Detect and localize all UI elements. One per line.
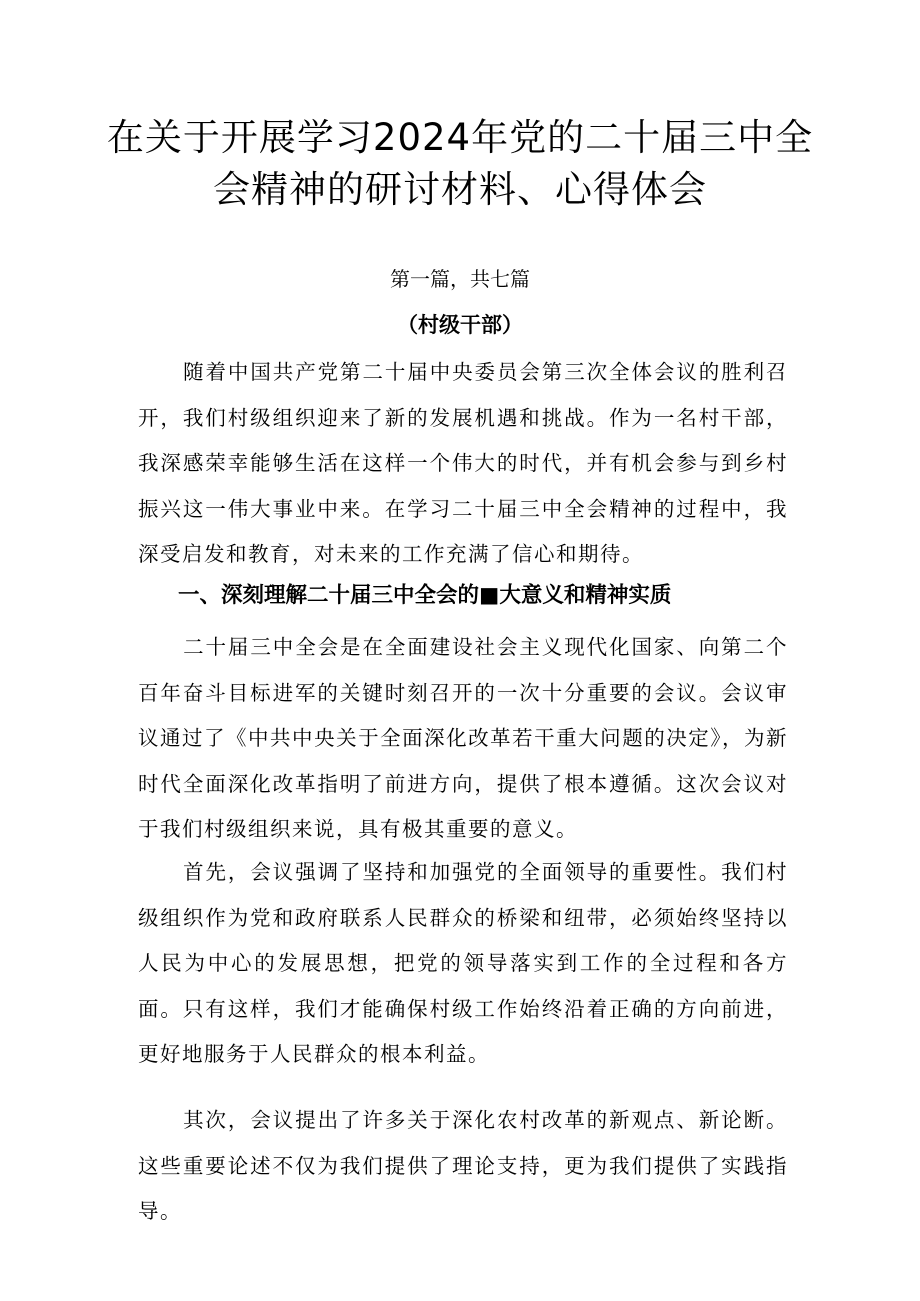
paragraph-significance: 二十届三中全会是在全面建设社会主义现代化国家、向第二个百年奋斗目标进军的关键时刻召开的一次十分重要的会议。会议审议通过了《中共中央关于全面深化改革若干重大问题的决定》，为新时代全面深化改革指明了前进方向，提供了根本遵循。这次会议对于我们村级组织来说，具有极其重要的意义。 <box>138 635 788 841</box>
title-line-2: 会精神的研讨材料、心得体会 <box>213 168 707 211</box>
part-label: 第一篇，共七篇 <box>390 267 530 291</box>
title-line-1: 在关于开展学习2024年党的二十届三中全 <box>106 116 814 159</box>
paragraph-first-point: 首先，会议强调了坚持和加强党的全面领导的重要性。我们村级组织作为党和政府联系人民群众的桥梁和纽带，必须始终坚持以人民为中心的发展思想，把党的领导落实到工作的全过程和各方面。只有这样，我们才能确保村级工作始终沿着正确的方向前进，更好地服务于人民群众的根本利益。 <box>138 860 788 1066</box>
paragraph-intro: 随着中国共产党第二十届中央委员会第三次全体会议的胜利召开，我们村级组织迎来了新的发展机遇和挑战。作为一名村干部，我深感荣幸能够生活在这样一个伟大的时代，并有机会参与到乡村振兴这一伟大事业中来。在学习二十届三中全会精神的过程中，我深受启发和教育，对未来的工作充满了信心和期待。 <box>138 360 788 566</box>
paragraph-second-point: 其次，会议提出了许多关于深化农村改革的新观点、新论断。这些重要论述不仅为我们提供了理论支持，更为我们提供了实践指导。 <box>138 1108 788 1223</box>
role-label: （村级干部） <box>397 313 523 337</box>
document-title <box>100 112 820 216</box>
section-heading: 一、深刻理解二十届三中全会的■大意义和精神实质 <box>178 583 672 608</box>
